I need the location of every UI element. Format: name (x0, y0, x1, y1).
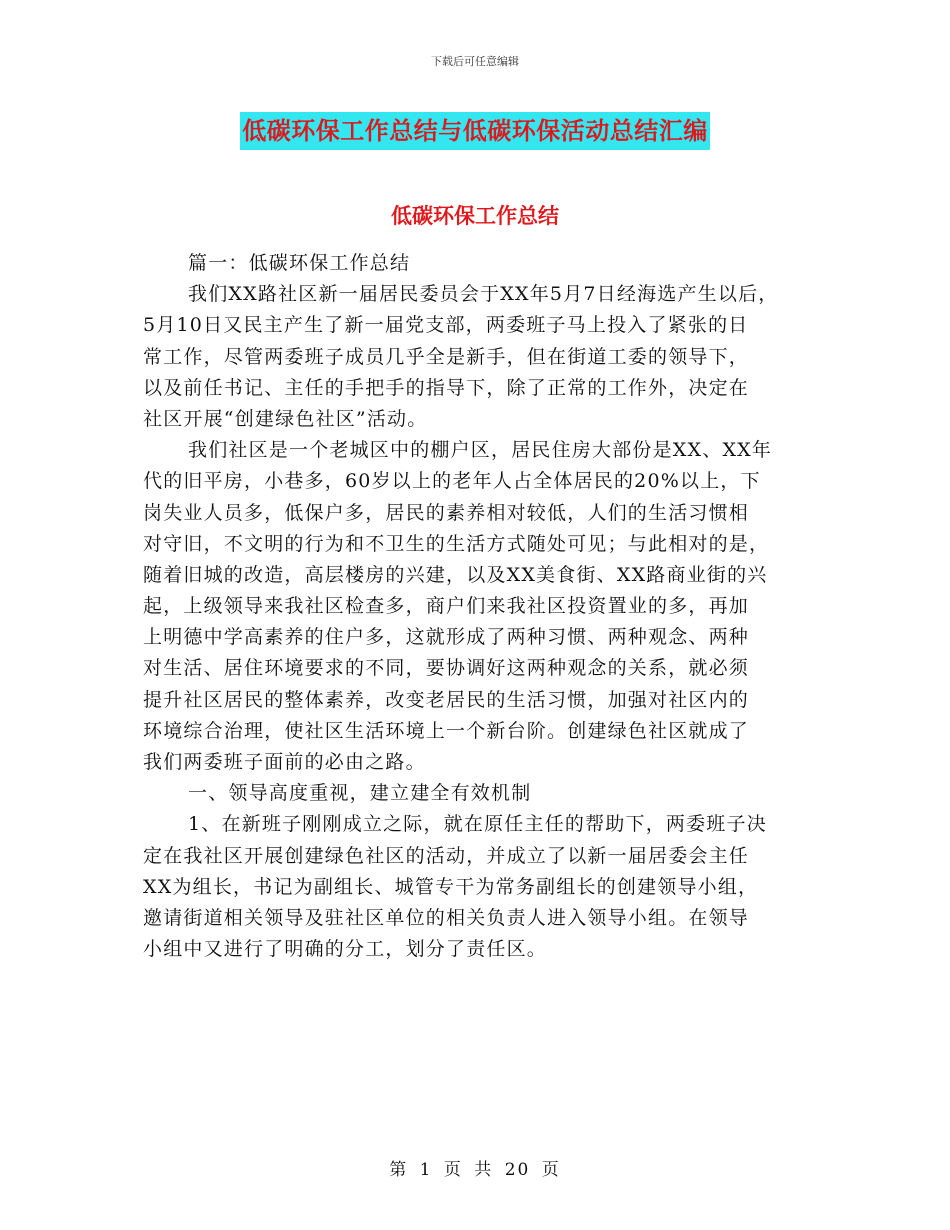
text-line: 社区开展“创建绿色社区”活动。 (143, 407, 428, 430)
text-line: 篇一：低碳环保工作总结 (188, 252, 411, 274)
main-title-container (0, 112, 950, 150)
text-line: 上明德中学高素养的住户多，这就形成了两种习惯、两种观念、两种 (143, 626, 750, 649)
text-line: 以及前任书记、主任的手把手的指导下，除了正常的工作外，决定在 (143, 376, 750, 399)
text-line: 邀请街道相关领导及驻社区单位的相关负责人进入领导小组。在领导 (143, 906, 750, 929)
text-line: XX为组长，书记为副组长、城管专干为常务副组长的创建领导小组， (143, 875, 759, 898)
text-line: 随着旧城的改造，高层楼房的兴建，以及XX美食街、XX路商业街的兴 (143, 563, 768, 586)
text-line: 对守旧，不文明的行为和不卫生的生活方式随处可见；与此相对的是， (143, 532, 770, 555)
text-line: 提升社区居民的整体素养，改变老居民的生活习惯，加强对社区内的 (143, 688, 750, 711)
text-line: 环境综合治理，使社区生活环境上一个新台阶。创建绿色社区就成了 (143, 719, 750, 742)
text-line: 小组中又进行了明确的分工，划分了责任区。 (143, 938, 548, 961)
body-text (143, 248, 813, 965)
text-line: 我们XX路社区新一届居民委员会于XX年5月7日经海选产生以后， (188, 283, 779, 306)
page-number: 第 1 页 共 20 页 (389, 1160, 561, 1180)
section-title: 低碳环保工作总结 (391, 204, 559, 228)
text-line: 一、领导高度重视，建立建全有效机制 (188, 782, 532, 805)
text-line: 岗失业人员多，低保户多，居民的素养相对较低，人们的生活习惯相 (143, 501, 750, 524)
text-line: 1、在新班子刚刚成立之际，就在原任主任的帮助下，两委班子决 (188, 813, 767, 836)
text-line: 代的旧平房，小巷多，60岁以上的老年人占全体居民的20%以上，下 (143, 470, 761, 493)
header-note: 下载后可任意编辑 (431, 55, 519, 68)
text-line: 我们两委班子面前的必由之路。 (143, 751, 426, 773)
text-line: 5月10日又民主产生了新一届党支部，两委班子马上投入了紧张的日 (143, 314, 749, 337)
text-line: 我们社区是一个老城区中的棚户区，居民住房大部份是XX、XX年 (188, 439, 773, 462)
document-title: 低碳环保工作总结与低碳环保活动总结汇编 (240, 112, 710, 150)
text-line: 常工作，尽管两委班子成员几乎全是新手，但在街道工委的领导下， (143, 345, 750, 368)
text-line: 起，上级领导来我社区检查多，商户们来我社区投资置业的多，再加 (143, 595, 750, 618)
text-line: 定在我社区开展创建绿色社区的活动，并成立了以新一届居委会主任 (143, 844, 750, 867)
text-line: 对生活、居住环境要求的不同，要协调好这两种观念的关系，就必须 (143, 657, 750, 680)
